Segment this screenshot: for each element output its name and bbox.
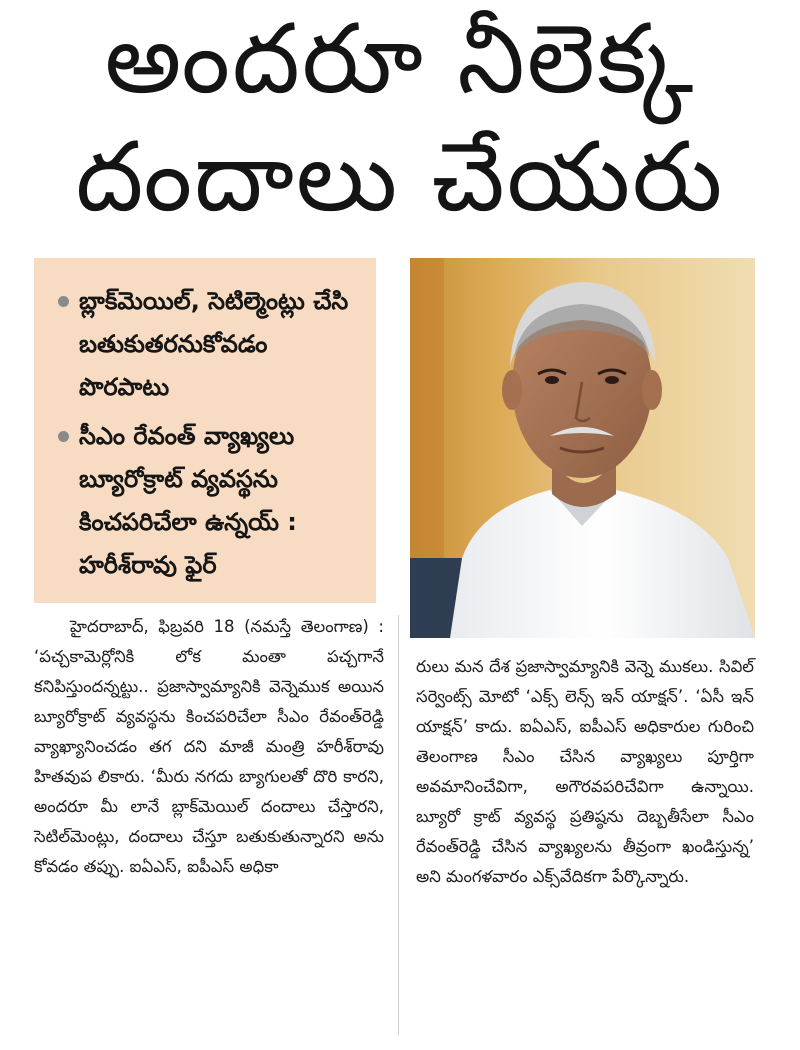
bullet-icon (58, 296, 69, 307)
article-text: రులు మన దేశ ప్రజాస్వామ్యానికి వెన్నె ముకలు. సివిల్ సర్వెంట్స్ మోటో ‘ఎక్స్ లెన్స్ ఇన్ యాక్షన్’. ‘ఏసీ ఇన్ యాక్షన్’ కాదు. ఐఏఎస్, ఐపీఎస్ అధికారుల గురించి తెలంగాణ సీఎం చేసిన వ్యాఖ్యలు పూర్తిగా అవమానించేవిగా, అగౌరవపరిచేవిగా ఉన్నాయి. బ్యూరో క్రాట్ వ్యవస్థ ప్రతిష్ఠను దెబ్బతీసేలా సీఎం రేవంత్‌రెడ్డి చేసిన వ్యాఖ్యలను తీవ్రంగా ఖండిస్తున్న’ అని మంగళవారం ఎక్స్‌వేదికగా పేర్కొన్నారు. (416, 657, 754, 886)
article-column-1 (34, 612, 384, 882)
bullet-icon (58, 431, 69, 442)
headline (0, 0, 800, 250)
portrait-photo-icon (410, 258, 755, 638)
highlight-text: సీఎం రేవంత్ వ్యాఖ్యలు బ్యూరోక్రాట్ వ్యవస్థను కించపరిచేలా ఉన్నయ్ : హరీశ్‌రావు ఫైర్ (79, 422, 297, 579)
headline-line-1: అందరూ నీలెక్క (104, 3, 696, 115)
headline-line-2: దందాలు చేయరు (75, 121, 725, 233)
portrait-photo (410, 258, 755, 638)
highlight-text: బ్లాక్‌మెయిల్, సెటిల్మెంట్లు చేసి బతుకుతరనుకోవడం పొరపాటు (79, 287, 349, 401)
highlight-item (52, 415, 362, 587)
highlights-box (34, 258, 376, 603)
column-divider (398, 615, 399, 1035)
article-text: హైదరాబాద్, ఫిబ్రవరి 18 (నమస్తే తెలంగాణ) : ‘పచ్చకామెర్లోనికి లోక మంతా పచ్చగానే కనిపిస్తుందన్నట్టు.. ప్రజాస్వామ్యానికి వెన్నెముక అయిన బ్యూరోక్రాట్ వ్యవస్థను కించపరిచేలా సీఎం రేవంత్‌రెడ్డి వ్యాఖ్యానించడం తగ దని మాజీ మంత్రి హరీశ్‌రావు హితవుప లికారు. ‘మీరు నగదు బ్యాగులతో దొరి కారని, అందరూ మీ లానే బ్లాక్‌మెయిల్ దందాలు చేస్తారని, సెటిల్‌మెంట్లు, దందాలు చేస్తూ బతుకుతున్నారని అను కోవడం తప్పు. ఐఏఎస్, ఐపీఎస్ అధికా (34, 617, 384, 876)
article-column-2 (416, 652, 754, 892)
highlight-item (52, 280, 362, 409)
